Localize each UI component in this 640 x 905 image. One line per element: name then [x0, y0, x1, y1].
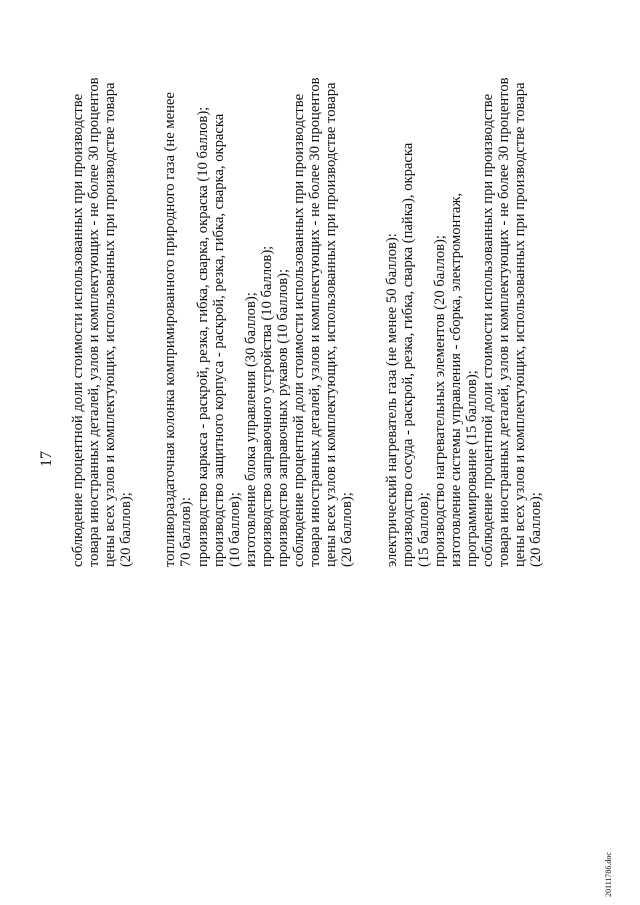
- document-filename-footer: 20111786.doc: [604, 852, 613, 897]
- text-line: программирование (15 баллов);: [463, 370, 480, 567]
- text-line: производство нагревательных элементов (20 баллов);: [431, 235, 448, 567]
- document-body: [70, 47, 544, 567]
- paragraph-gap: [356, 47, 384, 567]
- text-line: товара иностранных деталей, узлов и комплектующих - не более 30 процентов: [86, 77, 103, 567]
- text-line: (10 баллов);: [226, 492, 243, 567]
- text-line: электрический нагреватель газа (не менее 50 баллов):: [383, 233, 400, 567]
- text-line: изготовление блока управления (30 баллов);: [242, 292, 259, 567]
- text-line: цены всех узлов и комплектующих, использованных при производстве товара: [102, 82, 119, 567]
- text-line: производство защитного корпуса - раскрой, резка, гибка, сварка, окраска: [210, 113, 227, 567]
- text-line: 70 баллов):: [178, 497, 195, 567]
- text-line: товара иностранных деталей, узлов и комплектующих - не более 30 процентов: [496, 77, 513, 567]
- text-line: цены всех узлов и комплектующих, использованных при производстве товара: [512, 82, 529, 567]
- text-line: товара иностранных деталей, узлов и комплектующих - не более 30 процентов: [307, 77, 324, 567]
- text-line: (15 баллов);: [415, 492, 432, 567]
- text-line: (20 баллов);: [528, 492, 545, 567]
- text-line: производство сосуда - раскрой, резка, гибка, сварка (пайка), окраска: [399, 142, 416, 567]
- text-line: топливораздаточная колонка компримированного природного газа (не менее: [162, 92, 179, 567]
- text-line: соблюдение процентной доли стоимости использованных при производстве: [480, 93, 497, 567]
- text-line: соблюдение процентной доли стоимости использованных при производстве: [291, 93, 308, 567]
- page-number: 17: [38, 451, 55, 467]
- paragraph-compliance: [70, 47, 134, 567]
- paragraph-gap: [134, 47, 162, 567]
- text-line: производство заправочных рукавов (10 баллов);: [275, 268, 292, 567]
- text-line: изготовление системы управления - сборка, электромонтаж,: [447, 192, 464, 567]
- text-line: соблюдение процентной доли стоимости использованных при производстве: [70, 93, 86, 567]
- text-line: цены всех узлов и комплектующих, использованных при производстве товара: [323, 82, 340, 567]
- paragraph-electric-gas-heater: [384, 47, 545, 567]
- text-line: производство каркаса - раскрой, резка, гибка, сварка, окраска (10 баллов);: [194, 106, 211, 567]
- text-line: (20 баллов);: [339, 492, 356, 567]
- paragraph-cng-dispenser: [162, 47, 355, 567]
- text-line: (20 баллов);: [118, 492, 135, 567]
- text-line: производство заправочного устройства (10 баллов);: [258, 245, 275, 567]
